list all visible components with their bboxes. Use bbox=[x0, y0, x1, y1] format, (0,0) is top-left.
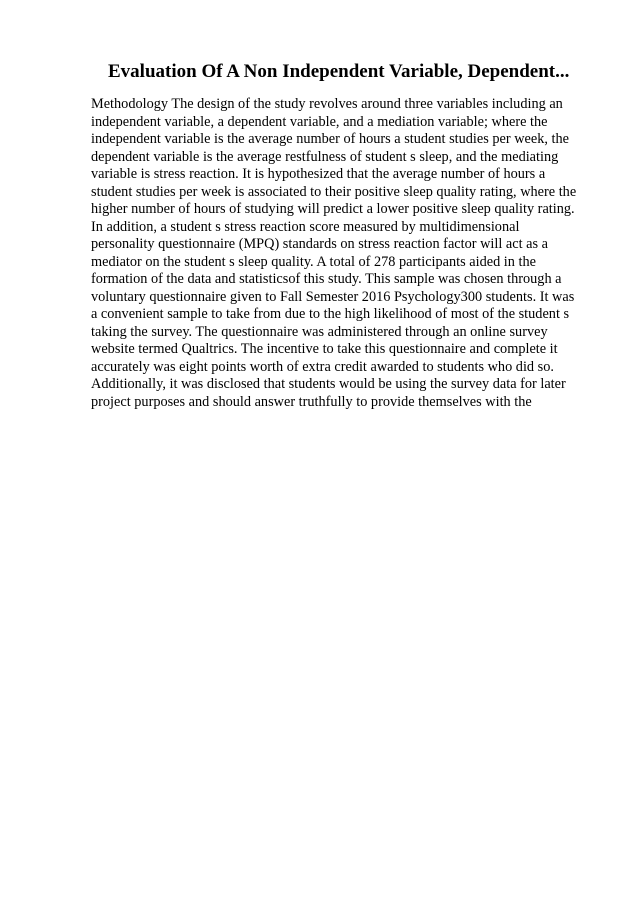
body-line: personality questionnaire (MPQ) standards on stress reaction factor will act as a bbox=[91, 236, 548, 252]
body-line: a convenient sample to take from due to the high likelihood of most of the student s bbox=[91, 306, 570, 322]
body-line: website termed Qualtrics. The incentive to take this questionnaire and complete it bbox=[91, 341, 558, 357]
body-line: accurately was eight points worth of extra credit awarded to students who did so. bbox=[91, 358, 554, 375]
document-body bbox=[91, 96, 591, 411]
body-line: variable is stress reaction. It is hypothesized that the average number of hours a bbox=[91, 166, 546, 182]
body-line: mediator on the student s sleep quality. A total of 278 participants aided in the bbox=[91, 253, 536, 270]
body-line: formation of the data and statisticsof this study. This sample was chosen through a bbox=[91, 271, 562, 287]
body-line: student studies per week is associated to their positive sleep quality rating, where the bbox=[91, 183, 577, 200]
body-line: higher number of hours of studying will predict a lower positive sleep quality rating. bbox=[91, 201, 575, 217]
body-line: project purposes and should answer truthfully to provide themselves with the bbox=[91, 393, 532, 410]
body-line: dependent variable is the average restfulness of student s sleep, and the mediating bbox=[91, 148, 559, 165]
body-line: voluntary questionnaire given to Fall Semester 2016 Psychology300 students. It was bbox=[91, 288, 575, 305]
body-line: taking the survey. The questionnaire was administered through an online survey bbox=[91, 323, 548, 340]
body-line: independent variable is the average number of hours a student studies per week, the bbox=[91, 131, 569, 147]
body-line: independent variable, a dependent variable, and a mediation variable; where the bbox=[91, 113, 548, 130]
body-line: Methodology The design of the study revolves around three variables including an bbox=[91, 96, 563, 112]
body-line: In addition, a student s stress reaction score measured by multidimensional bbox=[91, 218, 520, 235]
body-line: Additionally, it was disclosed that students would be using the survey data for later bbox=[91, 376, 566, 392]
document-title: Evaluation Of A Non Independent Variable, Dependent... bbox=[108, 61, 570, 82]
